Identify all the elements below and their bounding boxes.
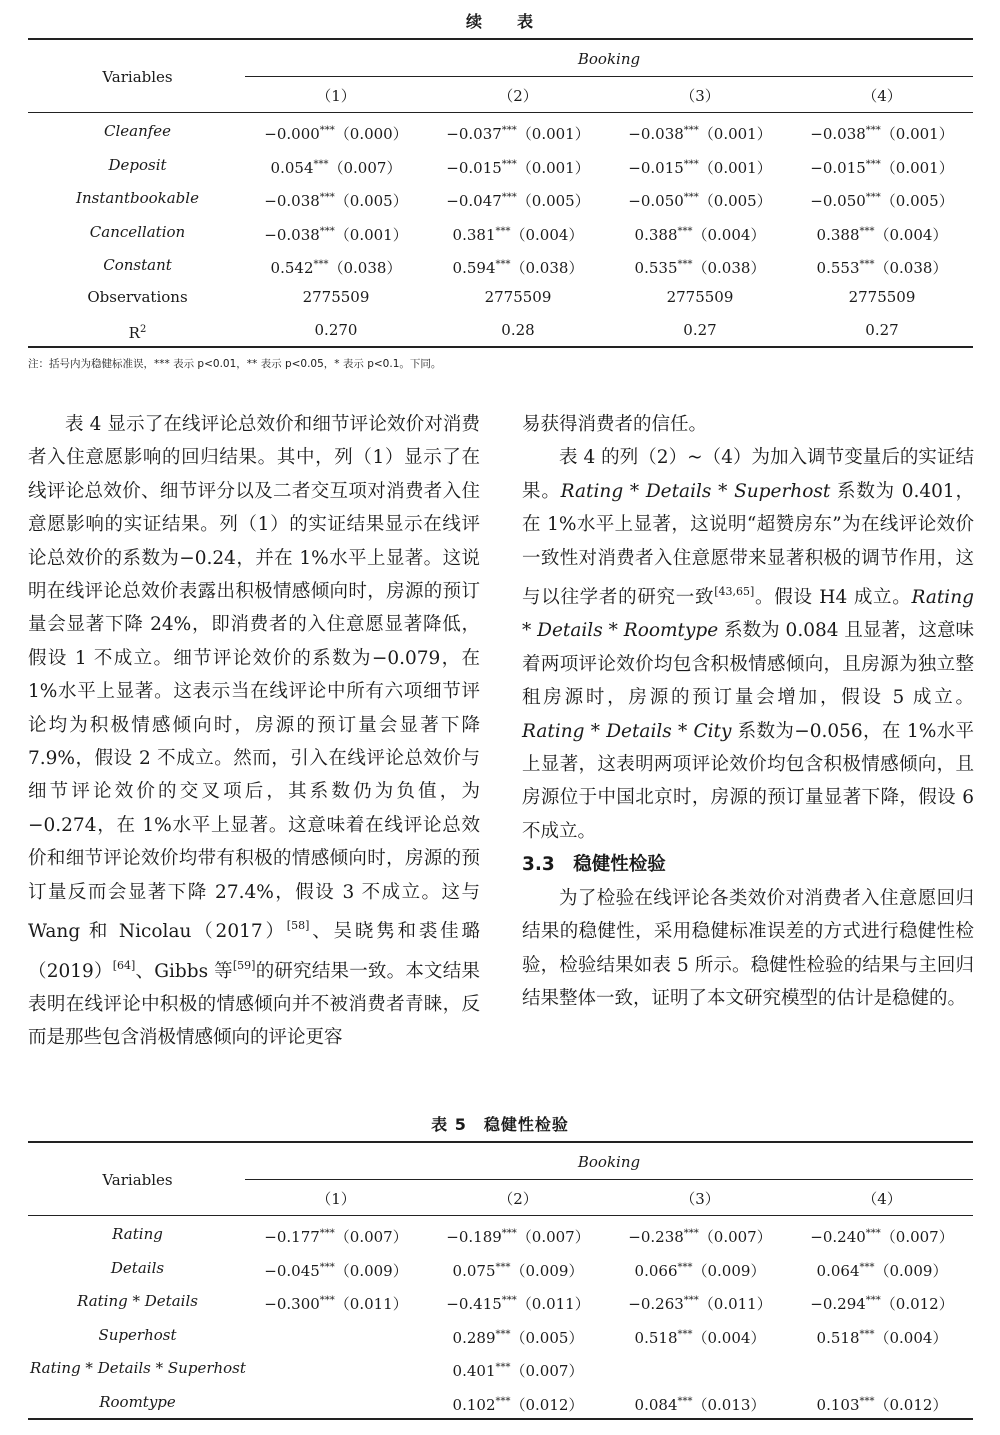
r2-value: 0.27 xyxy=(865,321,899,339)
paragraph: 表 4 的列（2）~（4）为加入调节变量后的实证结果。Rating * Details * Superhost 系数为 0.401，在 1%水平上显著，这说明“超赞房东”为在线评论效价一致性对消费者入住意愿带来显著积极的调节作用，这与以往学者的研究一致[43,65]。假设 H4 成立。Rating * Details * Roomtype 系数为 0.084 且显著，这意味着两项评论效价均包含积极情感倾向，且房源为独立整租房源时，房源的预订量会增加，假设 5 成立。Rating * Details * City 系数为−0.056，在 1%水平上显著，这表明两项评论效价均包含积极情感倾向，且房源位于中国北京时，房源的预订量显著下降，假设 6 不成立。 xyxy=(522,447,975,842)
coefficient-cell: 0.535***（0.038） xyxy=(634,259,766,277)
coefficient-cell: −0.300***（0.011） xyxy=(264,1295,408,1313)
table5-variables-header: Variables xyxy=(102,1171,173,1189)
table5-column-header-1: （1） xyxy=(316,1190,356,1208)
coefficient-cell: −0.000***（0.000） xyxy=(264,125,408,143)
coefficient-cell: −0.263***（0.011） xyxy=(628,1295,772,1313)
coefficient-cell: 0.518***（0.004） xyxy=(634,1328,766,1347)
coefficient-cell: −0.189***（0.007） xyxy=(446,1228,590,1246)
coefficient-cell: −0.037***（0.001） xyxy=(446,125,590,143)
table5-column-header-2: （2） xyxy=(498,1190,538,1208)
coefficient-cell: −0.015***（0.001） xyxy=(446,158,590,177)
coefficient-cell: −0.050***（0.005） xyxy=(810,192,954,210)
coefficient-cell: −0.015***（0.001） xyxy=(810,158,954,177)
coefficient-cell: 0.103***（0.012） xyxy=(816,1395,948,1414)
r2-label: $R^2$ xyxy=(128,324,147,342)
coefficient-cell: −0.045***（0.009） xyxy=(264,1261,408,1280)
coefficient-cell: −0.240***（0.007） xyxy=(810,1228,954,1246)
coefficient-cell: 0.388***（0.004） xyxy=(634,225,766,244)
coefficient-cell: 0.289***（0.005） xyxy=(452,1328,584,1347)
variable-name: Constant xyxy=(103,256,172,274)
paragraph: 为了检验在线评论各类效价对消费者入住意愿回归结果的稳健性，采用稳健标准误差的方式进行稳健性检验，检验结果如表 5 所示。稳健性检验的结果与主回归结果整体一致，证明了本文研究模型的估计是稳健的。 xyxy=(522,887,974,1009)
coefficient-cell: −0.294***（0.012） xyxy=(810,1295,954,1313)
coefficient-cell: −0.038***（0.001） xyxy=(628,125,772,143)
variable-name: Instantbookable xyxy=(76,189,199,207)
table5-top-rule xyxy=(28,1141,973,1143)
coefficient-cell: 0.518***（0.004） xyxy=(816,1328,948,1347)
coefficient-cell: 0.594***（0.038） xyxy=(452,259,584,277)
coefficient-cell: 0.066***（0.009） xyxy=(634,1261,766,1280)
column-header-3: （3） xyxy=(680,87,720,105)
observations-value: 2775509 xyxy=(302,288,370,306)
coefficient-cell: 0.381***（0.004） xyxy=(452,225,584,244)
booking-subrule xyxy=(245,76,973,77)
coefficient-cell: −0.038***（0.001） xyxy=(810,125,954,143)
variables-header: Variables xyxy=(102,68,173,86)
table5-caption: 表 5 稳健性检验 xyxy=(431,1115,569,1134)
table-top-rule xyxy=(28,38,973,40)
variable-name: Deposit xyxy=(108,155,167,174)
coefficient-cell: 0.542***（0.038） xyxy=(270,259,402,277)
column-header-4: （4） xyxy=(862,87,902,105)
coefficient-cell: 0.054***（0.007） xyxy=(270,158,402,177)
variable-name: Rating * Details * Superhost xyxy=(30,1359,246,1377)
coefficient-cell: 0.075***（0.009） xyxy=(452,1261,584,1280)
variable-name: Details xyxy=(110,1258,165,1277)
observations-value: 2775509 xyxy=(666,288,734,306)
left-text-column xyxy=(28,408,480,1055)
coefficient-cell: −0.050***（0.005） xyxy=(628,192,772,210)
coefficient-cell: 0.064***（0.009） xyxy=(816,1261,948,1280)
observations-label: Observations xyxy=(87,288,188,306)
coefficient-cell: −0.238***（0.007） xyxy=(628,1228,772,1246)
paragraph: 表 4 显示了在线评论总效价和细节评论效价对消费者入住意愿影响的回归结果。其中，列（1）显示了在线评论总效价、细节评分以及二者交互项对消费者入住意愿影响的实证结果。列（1）的实证结果显示在线评论总效价的系数为−0.24，并在 1%水平上显著。这说明在线评论总效价表露出积极情感倾向时，房源的预订量会显著下降 24%，即消费者的入住意愿显著降低，假设 1 不成立。细节评论效价的系数为−0.079，在 1%水平上显著。这表示当在线评论中所有六项细节评论均为积极情感倾向时，房源的预订量会显著下降 7.9%，假设 2 不成立。然而，引入在线评论总效价与细节评论效价的交叉项后，其系数仍为负值，为−0.274，在 1%水平上显著。这意味着在线评论总效价和细节评论效价均带有积极的情感倾向时，房源的预订量反而会显著下降 27.4%，假设 3 不成立。这与 Wang 和 Nicolau（2017）[58]、吴晓隽和裘佳璐（2019）[64]、Gibbs 等[59]的研究结果一致。本文结果表明在线评论中积极的情感倾向并不被消费者青睐，反而是那些包含消极情感倾向的评论更容 xyxy=(28,414,480,1049)
r2-value: 0.270 xyxy=(314,321,358,339)
coefficient-cell: 0.553***（0.038） xyxy=(816,259,948,277)
column-header-1: （1） xyxy=(316,87,356,105)
booking-header: Booking xyxy=(577,50,641,68)
variable-name: Rating xyxy=(112,1225,163,1243)
coefficient-cell: −0.038***（0.001） xyxy=(264,225,408,244)
coefficient-cell: −0.415***（0.011） xyxy=(446,1295,590,1313)
table-note: 注：括号内为稳健标准误，*** 表示 p<0.01，** 表示 p<0.05，* 表示 p<0.1。下同。 xyxy=(28,358,442,370)
table5-booking-subrule xyxy=(245,1179,973,1180)
table5-column-header-3: （3） xyxy=(680,1190,720,1208)
coefficient-cell: −0.015***（0.001） xyxy=(628,158,772,177)
table5-booking-header: Booking xyxy=(577,1153,641,1171)
coefficient-cell: −0.038***（0.005） xyxy=(264,192,408,210)
table-continued-caption: 续 表 xyxy=(465,12,534,31)
coefficient-cell: −0.047***（0.005） xyxy=(446,192,590,210)
variable-name: Rating * Details xyxy=(77,1292,198,1310)
variable-name: Cleanfee xyxy=(103,122,172,140)
right-text-column xyxy=(522,408,974,1015)
r2-value: 0.28 xyxy=(501,321,535,339)
table5-column-header-4: （4） xyxy=(862,1190,902,1208)
coefficient-cell: 0.084***（0.013） xyxy=(634,1395,766,1414)
r2-value: 0.27 xyxy=(683,321,717,339)
variable-name: Superhost xyxy=(98,1325,177,1344)
table5-header-rule xyxy=(28,1215,973,1216)
paragraph: 易获得消费者的信任。 xyxy=(522,414,708,435)
table-bottom-rule xyxy=(28,346,973,348)
column-header-2: （2） xyxy=(498,87,538,105)
table5-bottom-rule xyxy=(28,1418,973,1420)
section-heading: 3.3 稳健性检验 xyxy=(522,854,666,876)
coefficient-cell: 0.388***（0.004） xyxy=(816,225,948,244)
coefficient-cell: 0.401***（0.007） xyxy=(452,1362,584,1380)
variable-name: Roomtype xyxy=(99,1392,176,1411)
variable-name: Cancellation xyxy=(89,222,186,241)
observations-value: 2775509 xyxy=(848,288,916,306)
coefficient-cell: 0.102***（0.012） xyxy=(452,1395,584,1414)
table-header-rule xyxy=(28,112,973,113)
observations-value: 2775509 xyxy=(484,288,552,306)
coefficient-cell: −0.177***（0.007） xyxy=(264,1228,408,1246)
